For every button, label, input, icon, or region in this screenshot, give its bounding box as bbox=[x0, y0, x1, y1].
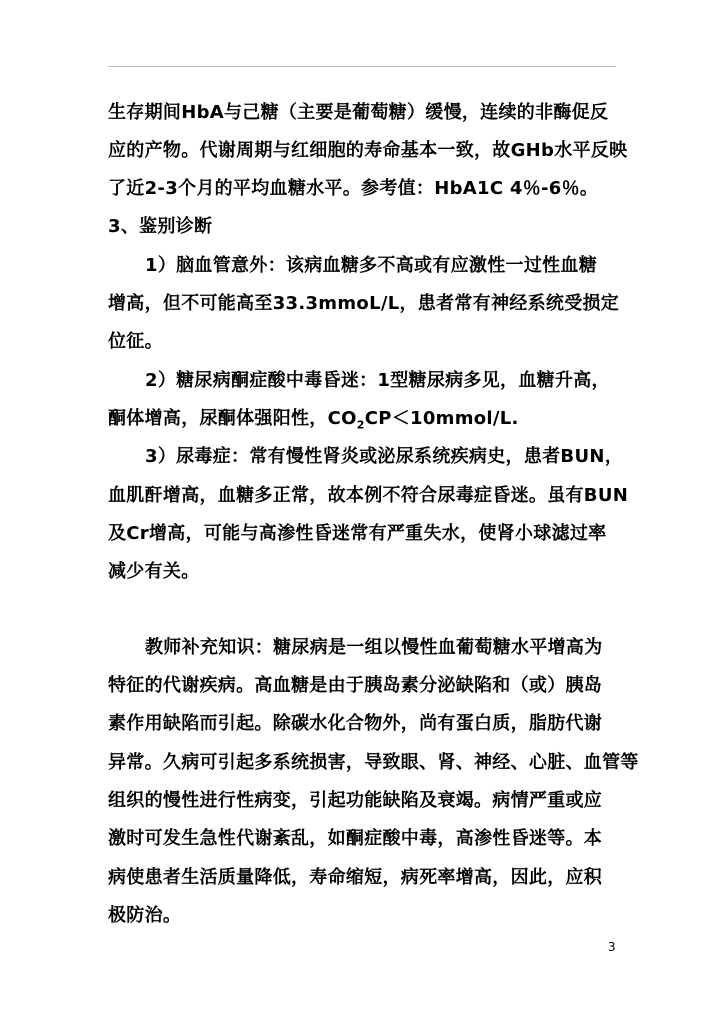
paragraph-line: 组织的慢性进行性病变，引起功能缺陷及衰竭。病情严重或应 bbox=[108, 790, 603, 811]
paragraph-line: 特征的代谢疾病。高血糖是由于胰岛素分泌缺陷和（或）胰岛 bbox=[108, 675, 603, 696]
paragraph-line: 异常。久病可引起多系统损害，导致眼、肾、神经、心脏、血管等 bbox=[108, 752, 639, 773]
paragraph-line: 素作用缺陷而引起。除碳水化合物外，尚有蛋白质，脂肪代谢 bbox=[108, 713, 603, 734]
text-segment: CP＜10mmol/L. bbox=[364, 408, 519, 429]
list-item-line: 2）糖尿病酮症酸中毒昏迷：1型糖尿病多见，血糖升高， bbox=[145, 370, 610, 391]
paragraph-line: 了近2-3个月的平均血糖水平。参考值：HbA1C 4％-6％。 bbox=[108, 178, 599, 199]
list-item-line: 及Cr增高，可能与高渗性昏迷常有严重失水，使肾小球滤过率 bbox=[108, 523, 607, 544]
paragraph-line: 极防治。 bbox=[108, 905, 182, 926]
list-item-line: 增高，但不可能高至33.3mmoL/L，患者常有神经系统受损定 bbox=[108, 293, 620, 314]
header-rule bbox=[108, 66, 616, 67]
paragraph-line: 激时可发生急性代谢紊乱，如酮症酸中毒，高渗性昏迷等。本 bbox=[108, 828, 603, 849]
text-segment: 酮体增高，尿酮体强阳性，CO bbox=[108, 408, 357, 429]
paragraph-line: 生存期间HbA与己糖（主要是葡萄糖）缓慢，连续的非酶促反 bbox=[108, 102, 609, 123]
page-number: 3 bbox=[608, 940, 616, 954]
subscript: 2 bbox=[356, 418, 365, 432]
section-heading: 3、鉴别诊断 bbox=[108, 216, 213, 237]
list-item-line: 位征。 bbox=[108, 331, 163, 352]
paragraph-line: 应的产物。代谢周期与红细胞的寿命基本一致，故GHb水平反映 bbox=[108, 140, 628, 161]
list-item-line: 3）尿毒症：常有慢性肾炎或泌尿系统疾病史，患者BUN， bbox=[145, 446, 624, 467]
paragraph-line: 病使患者生活质量降低，寿命缩短，病死率增高，因此，应积 bbox=[108, 867, 603, 888]
paragraph-line: 教师补充知识：糖尿病是一组以慢性血葡萄糖水平增高为 bbox=[145, 637, 603, 658]
list-item-line: 减少有关。 bbox=[108, 561, 200, 582]
list-item-line: 血肌酐增高，血糖多正常，故本例不符合尿毒症昏迷。虽有BUN bbox=[108, 485, 629, 506]
list-item-line: 1）脑血管意外：该病血糖多不高或有应激性一过性血糖 bbox=[145, 255, 598, 276]
list-item-line bbox=[108, 407, 519, 431]
